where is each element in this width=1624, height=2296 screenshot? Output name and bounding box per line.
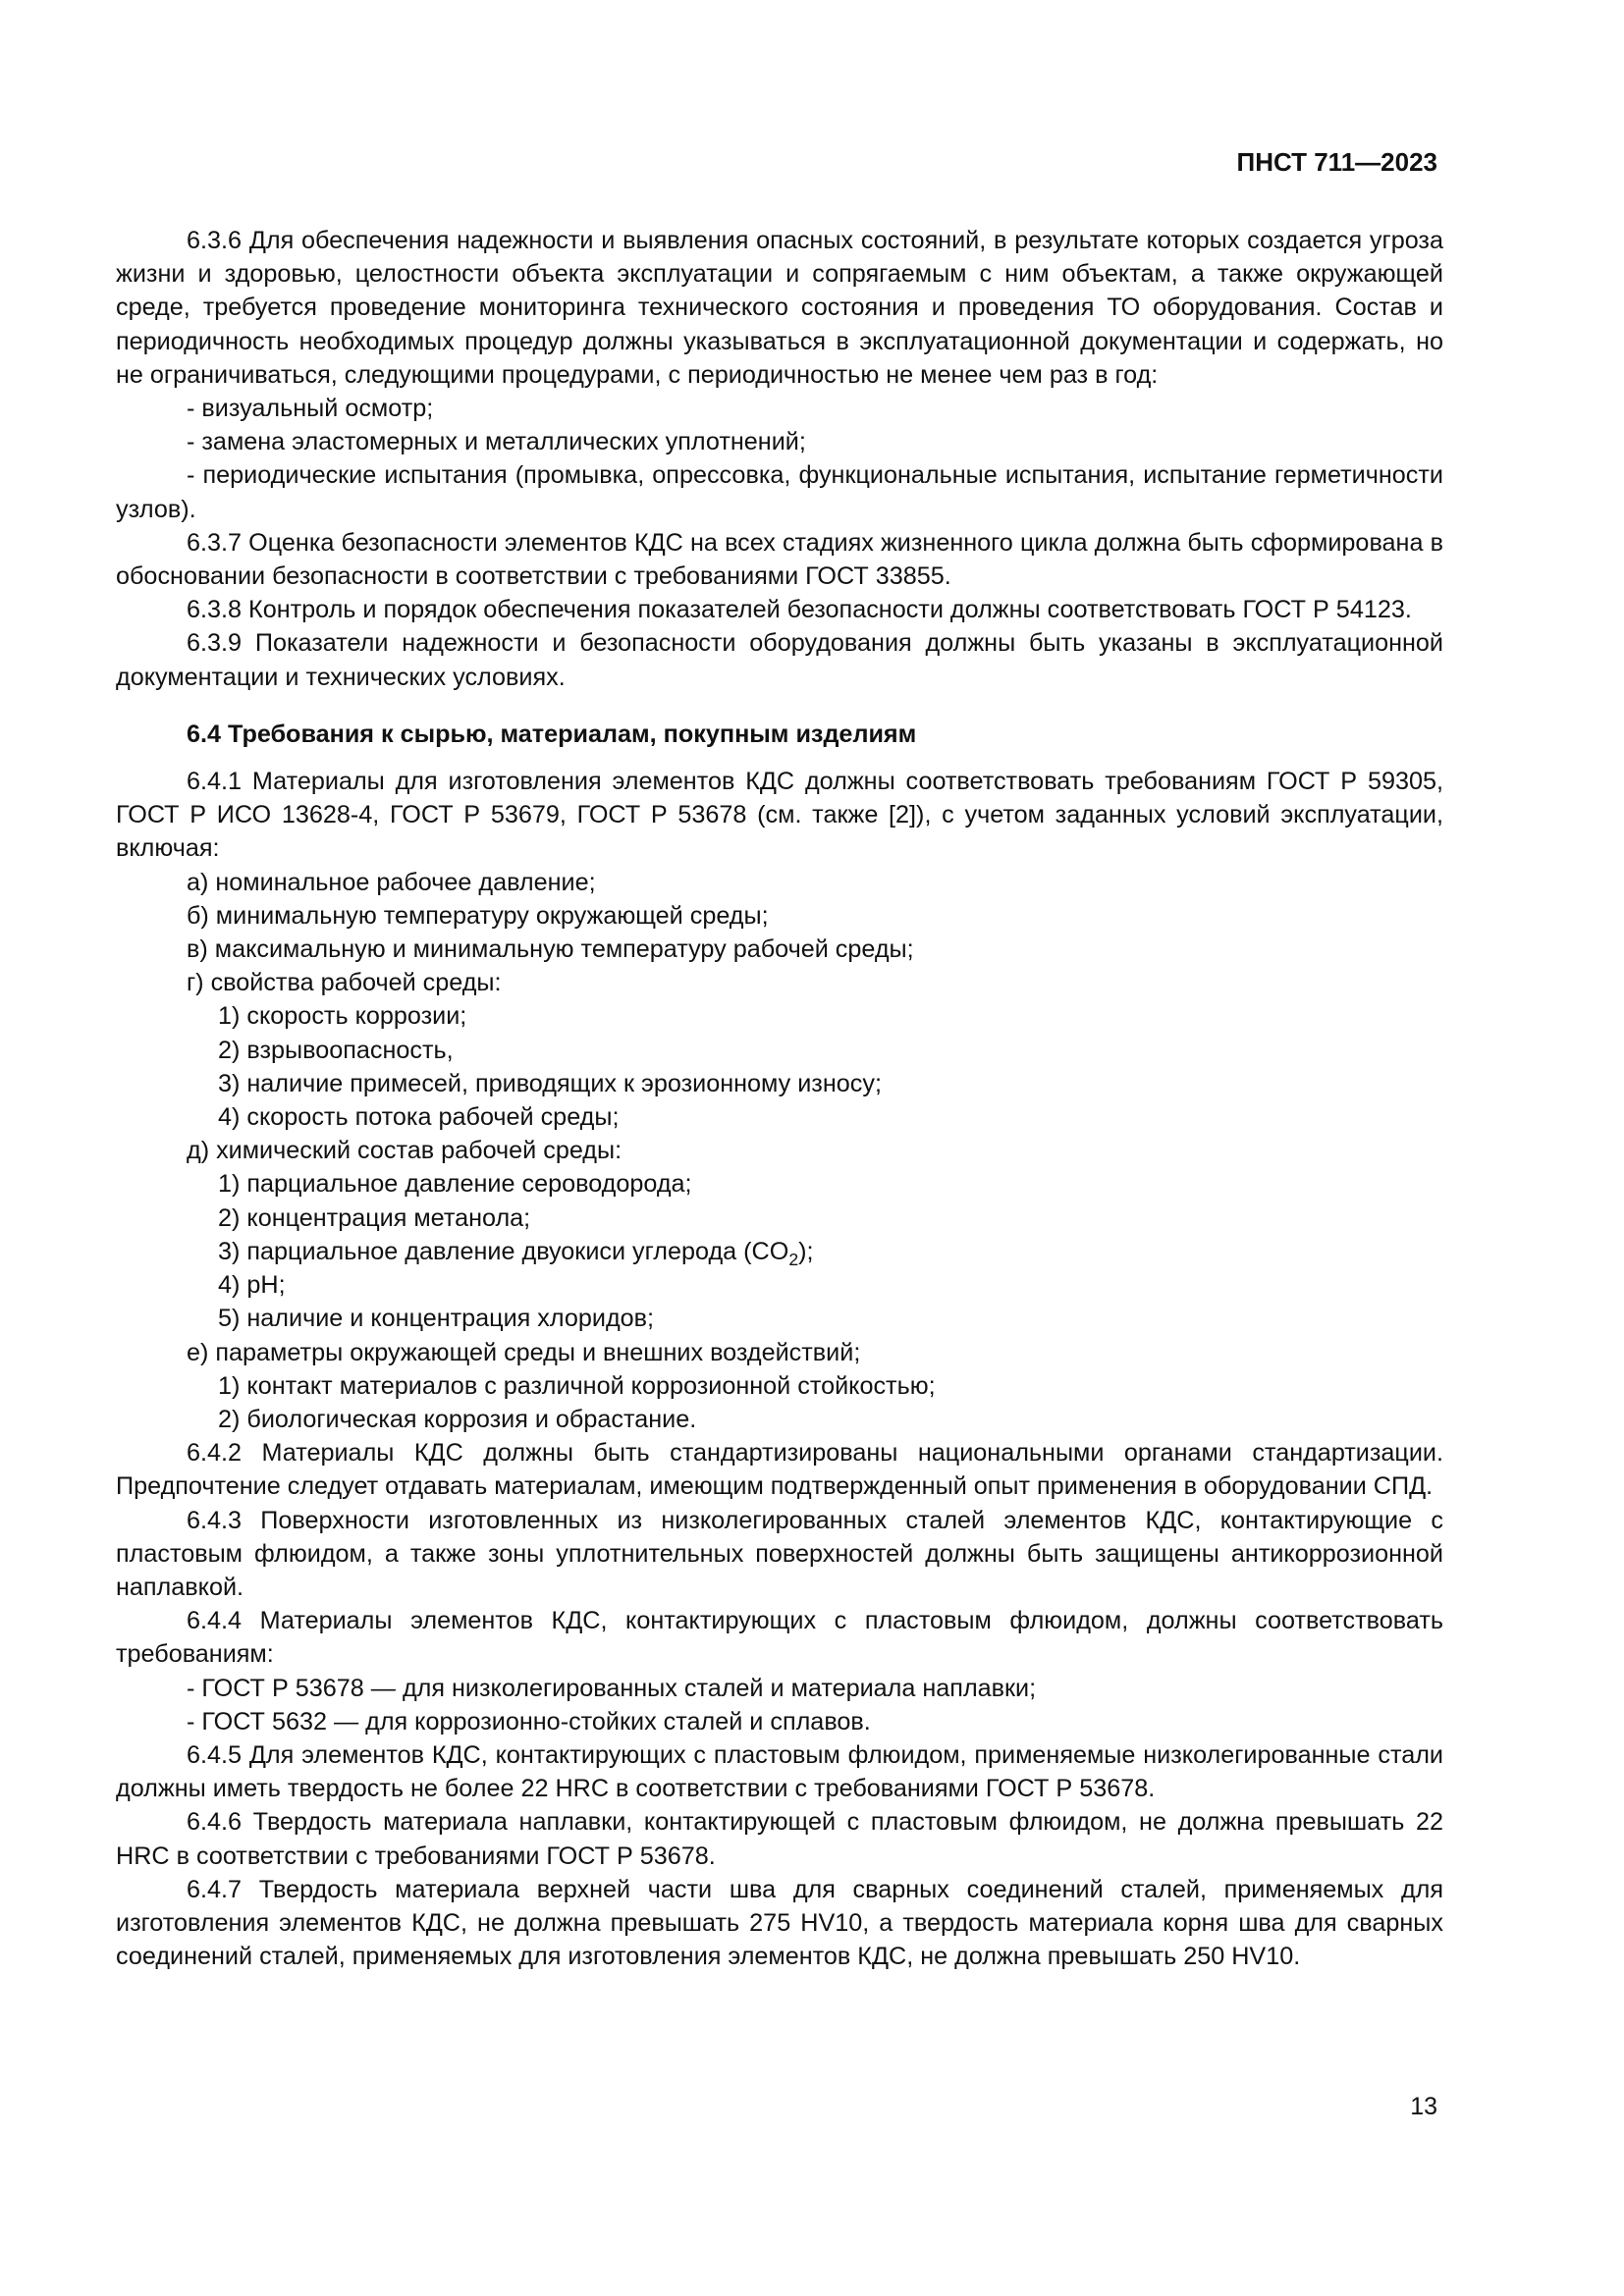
paragraph-6-4-1: 6.4.1 Материалы для изготовления элементов КДС должны соответствовать требованиям ГОСТ Р 59305, ГОСТ Р ИСО 13628-4, ГОСТ Р 53679, ГОСТ Р 53678 (см. также [2]), с учетом заданных условий эксплуатации, включая: [116,768,1443,863]
sublist-item: 5) наличие и концентрация хлоридов; [218,1305,655,1333]
paragraph-6-4-4: 6.4.4 Материалы элементов КДС, контактирующих с пластовым флюидом, должны соответствовать требованиям: [116,1607,1443,1669]
list-item-e: е) параметры окружающей среды и внешних воздействий; [187,1338,861,1366]
sublist-item: 3) наличие примесей, приводящих к эрозионному износу; [218,1069,882,1097]
sublist-item: 2) концентрация метанола; [218,1203,531,1232]
sublist-item: 2) биологическая коррозия и обрастание. [218,1405,697,1433]
co2-subscript: 2 [788,1249,799,1269]
list-item-v: в) максимальную и минимальную температуру рабочей среды; [187,935,914,964]
sublist-item: 4) скорость потока рабочей среды; [218,1103,620,1132]
sublist-item: 2) взрывоопасность, [218,1036,454,1064]
paragraph-6-3-8: 6.3.8 Контроль и порядок обеспечения показателей безопасности должны соответствовать ГОСТ Р 54123. [187,596,1412,624]
sublist-item: 1) парциальное давление сероводорода; [218,1170,692,1199]
paragraph-6-3-7: 6.3.7 Оценка безопасности элементов КДС на всех стадиях жизненного цикла должна быть сформирована в обосновании безопасности в соответствии с требованиями ГОСТ 33855. [116,528,1443,591]
sublist-item: 4) pH; [218,1271,286,1300]
paragraph-6-4-3: 6.4.3 Поверхности изготовленных из низколегированных сталей элементов КДС, контактирующие с пластовым флюидом, а также зоны уплотнительных поверхностей должны быть защищены антикоррозионной наплавкой. [116,1506,1443,1601]
page-content [116,224,1443,1973]
list-item: - замена эластомерных и металлических уплотнений; [187,428,806,456]
sublist-item: 1) контакт материалов с различной коррозионной стойкостью; [218,1371,936,1400]
paragraph-6-4-6: 6.4.6 Твердость материала наплавки, контактирующей с пластовым флюидом, не должна превышать 22 HRC в соответствии с требованиями ГОСТ Р 53678. [116,1808,1443,1870]
list-item: - ГОСТ Р 53678 — для низколегированных сталей и материала наплавки; [187,1674,1037,1702]
paragraph-6-4-5: 6.4.5 Для элементов КДС, контактирующих с пластовым флюидом, применяемые низколегированные стали должны иметь твердость не более 22 HRC в соответствии с требованиями ГОСТ Р 53678. [116,1740,1443,1803]
paragraph-6-3-9: 6.3.9 Показатели надежности и безопасности оборудования должны быть указаны в эксплуатационной документации и технических условиях. [116,629,1443,691]
paragraph-6-4-2: 6.4.2 Материалы КДС должны быть стандартизированы национальными органами стандартизации. Предпочтение следует отдавать материалам, имеющим подтвержденный опыт применения в оборудовании СПД. [116,1439,1443,1501]
list-item-b: б) минимальную температуру окружающей среды; [187,901,769,930]
co2-text-end: ); [798,1237,814,1265]
paragraph-6-4-7: 6.4.7 Твердость материала верхней части шва для сварных соединений сталей, применяемых для изготовления элементов КДС, не должна превышать 275 HV10, а твердость материала корня шва для сварных соединений сталей, применяемых для изготовления элементов КДС, не должна превышать 250 HV10. [116,1875,1443,1971]
co2-text: 3) парциальное давление двуокиси углерода (CO [218,1237,789,1265]
section-heading-6-4: 6.4 Требования к сырью, материалам, покупным изделиям [187,720,917,748]
sublist-item: 1) скорость коррозии; [218,1002,467,1031]
document-id: ПНСТ 711—2023 [1236,147,1437,177]
sublist-item-co2 [116,1235,1443,1268]
page-number: 13 [1410,2093,1437,2120]
paragraph-6-3-6: 6.3.6 Для обеспечения надежности и выявления опасных состояний, в результате которых создается угроза жизни и здоровью, целостности объекта эксплуатации и сопрягаемым с ним объектам, а также окружающей среде, требуется проведение мониторинга технического состояния и проведения ТО оборудования. Состав и периодичность необходимых процедур должны указываться в эксплуатационной документации и содержать, но не ограничиваться, следующими процедурами, с периодичностью не менее чем раз в год: [116,227,1443,389]
list-item-a: а) номинальное рабочее давление; [187,868,596,896]
list-item: - ГОСТ 5632 — для коррозионно-стойких сталей и сплавов. [187,1707,871,1735]
list-item-g: г) свойства рабочей среды: [187,969,502,997]
list-item: - периодические испытания (промывка, опрессовка, функциональные испытания, испытание герметичности узлов). [116,461,1443,523]
list-item: - визуальный осмотр; [187,395,434,423]
list-item-d: д) химический состав рабочей среды: [187,1137,623,1165]
